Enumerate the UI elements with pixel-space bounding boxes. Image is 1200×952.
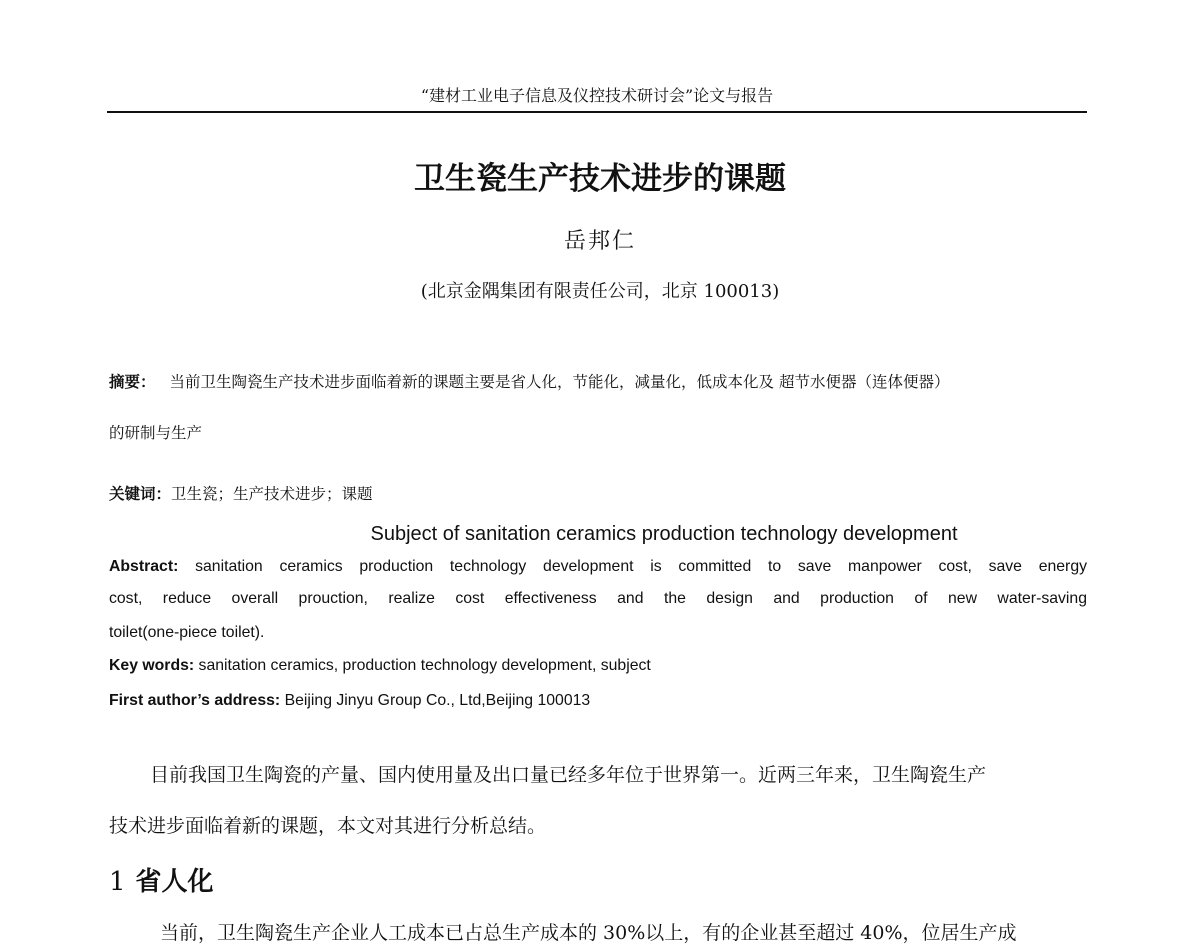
cn-abstract-text-line1: 当前卫生陶瓷生产技术进步面临着新的课题主要是省人化，节能化，减量化，低成本化及 超节水便器（连体便器） [169, 373, 950, 391]
cn-abstract [109, 369, 1087, 395]
section-1-paragraph-line1: 当前，卫生陶瓷生产企业人工成本已占总生产成本的 30%以上，有的企业甚至超过 40%，位居生产成 [160, 922, 1017, 944]
intro-paragraph-line1: 目前我国卫生陶瓷的产量、国内使用量及出口量已经多年位于世界第一。近两三年来，卫生陶瓷生产 [150, 764, 987, 786]
running-header: “建材工业电子信息及仪控技术研讨会”论文与报告 [107, 86, 1087, 113]
cn-keywords-text: 卫生瓷；生产技术进步；课题 [171, 485, 373, 503]
section-1-number: 1 [109, 867, 126, 897]
intro-paragraph-line2: 技术进步面临着新的课题，本文对其进行分析总结。 [109, 815, 547, 837]
author-affiliation: (北京金隅集团有限责任公司，北京 100013) [420, 281, 780, 302]
english-title: Subject of sanitation ceramics production technology development [370, 523, 958, 545]
en-keywords [109, 655, 1087, 677]
en-abstract-text-line1: sanitation ceramics production technology development is committed to save manpower cost, save energy [195, 558, 1088, 575]
en-address-label: First author’s address: [109, 692, 281, 709]
section-1-heading [109, 864, 214, 900]
en-address-text: Beijing Jinyu Group Co., Ltd,Beijing 100013 [284, 692, 591, 709]
en-keywords-label: Key words: [109, 657, 195, 674]
en-author-address [109, 690, 1087, 712]
paper-title: 卫生瓷生产技术进步的课题 [414, 161, 786, 197]
cn-keywords-label: 关键词： [109, 485, 172, 503]
section-1-title: 省人化 [135, 867, 214, 897]
en-keywords-text: sanitation ceramics, production technology development, subject [198, 657, 651, 674]
en-abstract-label: Abstract: [109, 558, 179, 575]
cn-abstract-label: 摘要： [109, 373, 156, 391]
en-abstract-text-line2: cost, reduce overall prouction, realize cost effectiveness and the design and production of new water-saving [109, 590, 1087, 607]
cn-keywords [109, 482, 1087, 506]
author-name: 岳邦仁 [563, 229, 636, 254]
en-abstract-line1 [109, 556, 1087, 578]
cn-abstract-text-line2: 的研制与生产 [109, 424, 203, 442]
en-abstract-text-line3: toilet(one-piece toilet). [109, 624, 265, 641]
